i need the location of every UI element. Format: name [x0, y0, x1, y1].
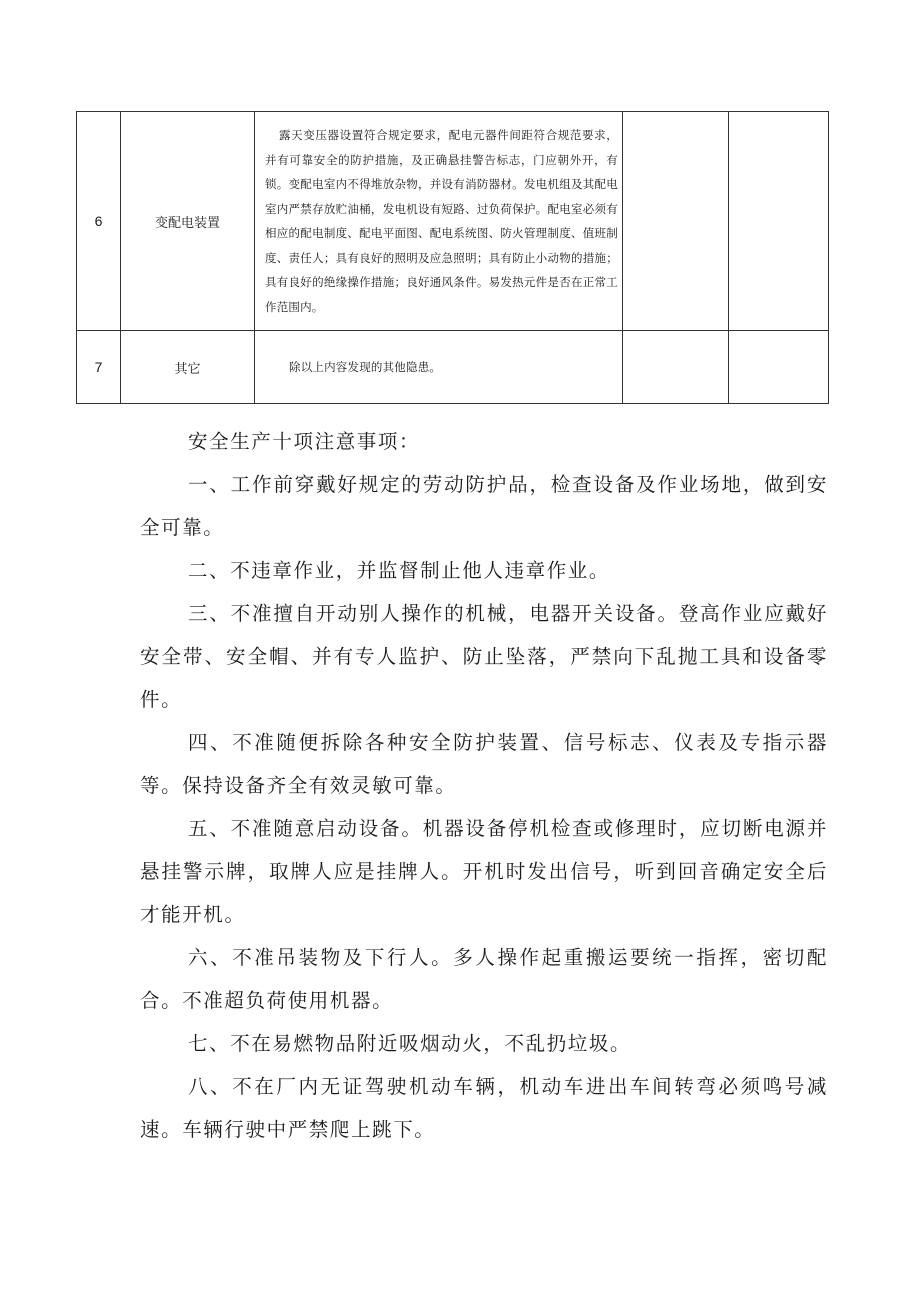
note-item: 六、不准吊装物及下行人。多人操作起重搬运要统一指挥，密切配合。不准超负荷使用机器。	[140, 946, 828, 1012]
notes-title: 安全生产十项注意事项：	[188, 430, 421, 453]
safety-notes	[140, 420, 828, 1151]
note-item: 四、不准随便拆除各种安全防护装置、信号标志、仪表及专指示器等。保持设备齐全有效灵敏可靠。	[140, 731, 828, 797]
empty-cell	[623, 112, 729, 331]
table-row	[77, 331, 829, 404]
empty-cell	[729, 112, 829, 331]
note-item: 二、不违章作业，并监督制止他人违章作业。	[188, 559, 611, 582]
table-row	[77, 112, 829, 331]
row-content-text: 露天变压器设置符合规定要求，配电元器件间距符合规范要求，并有可靠安全的防护措施，及正确悬挂警告标志，门应朝外开，有锁。变配电室内不得堆放杂物，并设有消防器材。发电机组及其配电室内严禁存放贮油桶，发电机设有短路、过负荷保护。配电室必须有相应的配电制度、配电平面图、配电系统图、防火管理制度、值班制度、责任人；具有良好的照明及应急照明；具有防止小动物的措施；具有良好的绝缘操作措施；良好通风条件。易发热元件是否在正常工作范围内。	[265, 128, 618, 314]
row-item-name: 变配电装置	[121, 112, 255, 331]
note-item: 八、不在厂内无证驾驶机动车辆，机动车进出车间转弯必须鸣号减速。车辆行驶中严禁爬上跳下。	[140, 1075, 828, 1141]
note-item: 三、不准擅自开动别人操作的机械，电器开关设备。登高作业应戴好安全带、安全帽、并有专人监护、防止坠落，严禁向下乱抛工具和设备零件。	[140, 602, 828, 711]
row-content-text: 除以上内容发现的其他隐患。	[289, 359, 442, 374]
row-number: 6	[77, 112, 121, 331]
note-item: 七、不在易燃物品附近吸烟动火，不乱扔垃圾。	[188, 1032, 632, 1055]
row-content-cell	[255, 112, 623, 331]
row-item-name: 其它	[121, 331, 255, 404]
empty-cell	[729, 331, 829, 404]
empty-cell	[623, 331, 729, 404]
row-content-cell	[255, 331, 623, 404]
inspection-table	[76, 111, 829, 404]
note-item: 五、不准随意启动设备。机器设备停机检查或修理时，应切断电源并悬挂警示牌，取牌人应是挂牌人。开机时发出信号，听到回音确定安全后才能开机。	[140, 817, 828, 926]
note-item: 一、工作前穿戴好规定的劳动防护品，检查设备及作业场地，做到安全可靠。	[140, 473, 828, 539]
row-number: 7	[77, 331, 121, 404]
